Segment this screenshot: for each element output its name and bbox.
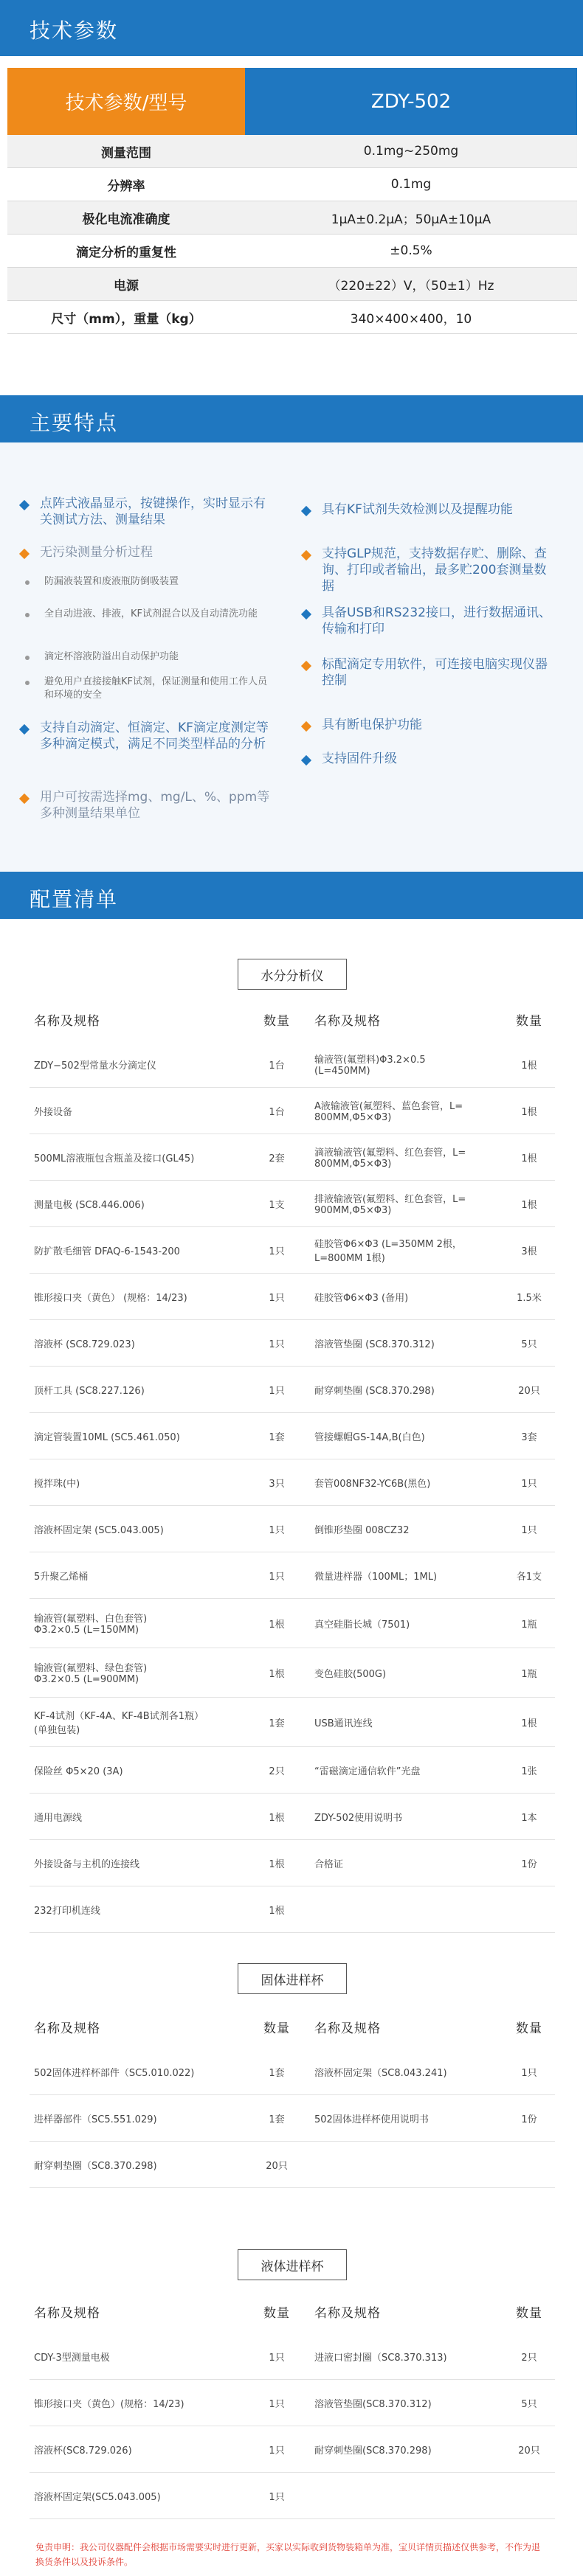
item-qty: 1瓶 — [521, 1668, 537, 1680]
item-qty: 1瓶 — [521, 1619, 537, 1631]
item-qty: 1根 — [521, 1153, 537, 1164]
moisture-analyzer-title: 水分分析仪 — [238, 959, 347, 990]
item-qty: 1套 — [269, 1718, 285, 1729]
item-qty: 5只 — [521, 1339, 537, 1350]
feature-text: 支持固件升级 — [322, 751, 397, 766]
item-name: CDY-3型测量电极 — [34, 2352, 110, 2364]
config-table-header — [30, 997, 555, 1041]
feature-text: 用户可按需选择mg、mg/L、%、ppm等多种测量结果单位 — [40, 790, 270, 821]
column-qty-header: 数量 — [516, 2305, 542, 2321]
item-qty: 1套 — [269, 1431, 285, 1443]
liquid-cup-table — [30, 2289, 555, 2519]
item-name: 溶液杯 (SC8.729.023) — [34, 1339, 135, 1350]
table-row — [30, 1648, 555, 1698]
feature-item — [303, 656, 557, 689]
item-name — [303, 2142, 503, 2187]
item-name: A液输液管(氟塑料、蓝色套管，L= 800MM,Φ5×Φ3) — [314, 1101, 463, 1123]
item-qty: 20只 — [266, 2160, 288, 2172]
feature-text: 点阵式液晶显示，按键操作，实时显示有关测试方法、测量结果 — [40, 496, 266, 527]
item-name: 溶液杯固定架(SC5.043.005) — [34, 2491, 161, 2503]
item-qty: 1支 — [269, 1199, 285, 1211]
table-row — [30, 1747, 555, 1794]
feature-item — [21, 789, 275, 822]
item-name: 倒锥形垫圈 008CZ32 — [314, 1524, 410, 1536]
table-row — [30, 1134, 555, 1181]
item-qty: 1根 — [269, 1812, 285, 1824]
feature-text: 无污染测量分析过程 — [40, 545, 153, 560]
feature-text: 避免用户直接接触KF试剂，保证测量和使用工作人员和环境的安全 — [44, 676, 268, 701]
bullet-dot-icon — [25, 580, 30, 585]
feature-text: 全自动进液、排液，KF试剂混合以及自动清洗功能 — [44, 608, 258, 619]
item-qty: 1只 — [269, 2398, 285, 2410]
feature-text: 滴定杯溶液防溢出自动保护功能 — [44, 651, 179, 662]
item-name: “雷磁滴定通信软件”光盘 — [314, 1766, 421, 1777]
item-name: 套管008NF32-YC6B(黑色) — [314, 1478, 431, 1490]
item-name: 502固体进样杯使用说明书 — [314, 2114, 429, 2125]
params-table — [7, 68, 577, 334]
table-row — [30, 1041, 555, 1088]
tech-section-title: 技术参数 — [30, 18, 119, 43]
item-name: 微量进样器（100ML；1ML) — [314, 1571, 438, 1583]
item-qty: 1根 — [521, 1199, 537, 1211]
item-name: USB通讯连线 — [314, 1718, 373, 1729]
config-table-header — [30, 2004, 555, 2049]
feature-item — [21, 496, 275, 528]
feature-subitem — [21, 575, 275, 589]
param-label: 极化电流准确度 — [82, 212, 170, 227]
item-qty: 1根 — [521, 1060, 537, 1072]
feature-text: 具有断电保护功能 — [322, 718, 422, 732]
diamond-bullet-icon — [19, 500, 30, 510]
item-name: 防扩散毛细管 DFAQ-6-1543-200 — [34, 1246, 180, 1257]
table-row — [30, 2426, 555, 2473]
feature-item — [303, 501, 557, 518]
item-name: 变色硅胶(500G) — [314, 1668, 387, 1680]
item-qty: 2套 — [269, 1153, 285, 1164]
config-table-header — [30, 2289, 555, 2333]
diamond-bullet-icon — [19, 549, 30, 559]
features-section-header — [0, 395, 583, 442]
item-qty: 1只 — [269, 2352, 285, 2364]
item-qty: 20只 — [518, 2445, 540, 2457]
item-qty: 1根 — [269, 1858, 285, 1870]
item-name: 耐穿刺垫圈 (SC8.370.298) — [314, 1385, 435, 1397]
item-name: 保险丝 Φ5×20 (3A) — [34, 1766, 123, 1777]
item-qty: 1台 — [269, 1106, 285, 1118]
diamond-bullet-icon — [19, 794, 30, 804]
params-row — [7, 235, 577, 268]
table-row — [30, 1599, 555, 1648]
table-row — [30, 1886, 555, 1933]
column-qty-header: 数量 — [516, 1013, 542, 1029]
liquid-cup-title: 液体进样杯 — [238, 2249, 347, 2280]
diamond-bullet-icon — [301, 661, 311, 671]
diamond-bullet-icon — [301, 755, 311, 765]
item-qty: 1台 — [269, 1060, 285, 1072]
feature-text: 支持自动滴定、恒滴定、KF滴定度测定等多种滴定模式，满足不同类型样品的分析 — [40, 721, 269, 751]
param-value: 0.1mg — [390, 177, 432, 192]
features-section-title: 主要特点 — [30, 411, 119, 435]
item-name: 外接设备 — [34, 1106, 73, 1118]
item-qty: 1.5米 — [517, 1292, 542, 1304]
param-value: 340×400×400，10 — [350, 311, 472, 327]
item-qty: 各1支 — [516, 1571, 542, 1583]
item-qty: 1只 — [521, 1478, 537, 1490]
item-qty: 1张 — [521, 1766, 537, 1777]
item-name: 排液输液管(氟塑料、红色套管，L= 900MM,Φ5×Φ3) — [314, 1194, 466, 1216]
column-name-header: 名称及规格 — [314, 2021, 381, 2036]
item-name: 管接螺帽GS-14A,B(白色) — [314, 1431, 425, 1443]
item-name: 真空硅脂长城（7501) — [314, 1619, 410, 1631]
table-row — [30, 1459, 555, 1506]
feature-subitem — [21, 676, 275, 702]
item-qty: 1只 — [269, 1571, 285, 1583]
param-value: ±0.5% — [390, 243, 432, 258]
item-qty: 3根 — [521, 1246, 537, 1257]
param-label: 测量范围 — [101, 145, 151, 161]
item-qty: 2只 — [269, 1766, 285, 1777]
item-name — [303, 2473, 503, 2518]
feature-text: 标配滴定专用软件，可连接电脑实现仪器控制 — [322, 657, 548, 688]
moisture-analyzer-table — [30, 997, 555, 1933]
item-name: 溶液杯固定架（SC8.043.241) — [314, 2067, 447, 2079]
column-name-header: 名称及规格 — [34, 1013, 100, 1029]
feature-item — [303, 546, 557, 594]
bullet-dot-icon — [25, 613, 30, 617]
item-name: 溶液管垫圈(SC8.370.312) — [314, 2398, 432, 2410]
feature-item — [303, 751, 557, 767]
item-name: 500ML溶液瓶包含瓶盖及接口(GL45) — [34, 1153, 195, 1164]
item-name: KF-4试剂（KF-4A、KF-4B试剂各1瓶） (单独包装) — [34, 1711, 204, 1736]
item-name: 合格证 — [314, 1858, 344, 1870]
feature-text: 支持GLP规范，支持数据存贮、删除、查询、打印或者输出，最多贮200套测量数据 — [322, 546, 547, 594]
item-qty — [503, 1886, 555, 1932]
tech-section-header — [0, 0, 583, 56]
feature-text: 具有KF试剂失效检测以及提醒功能 — [322, 502, 513, 517]
item-name: 输液管(氟塑料)Φ3.2×0.5 (L=450MM) — [314, 1055, 426, 1077]
item-qty: 1只 — [269, 1524, 285, 1536]
item-qty: 1份 — [521, 1858, 537, 1870]
table-row — [30, 1840, 555, 1886]
table-row — [30, 1506, 555, 1552]
solid-cup-table — [30, 2004, 555, 2188]
feature-text: 防漏液装置和废液瓶防倒吸装置 — [44, 576, 179, 587]
feature-item — [21, 720, 275, 752]
params-row — [7, 301, 577, 334]
table-row — [30, 2049, 555, 2095]
table-row — [30, 2142, 555, 2188]
item-name: 搅拌珠(中) — [34, 1478, 80, 1490]
param-label: 滴定分析的重复性 — [76, 245, 176, 260]
param-value: 1μA±0.2μA；50μA±10μA — [331, 212, 491, 227]
column-name-header: 名称及规格 — [314, 1013, 381, 1029]
item-name: 输液管(氟塑料、白色套管) Φ3.2×0.5 (L=150MM) — [34, 1614, 148, 1636]
item-qty: 1套 — [269, 2114, 285, 2125]
item-name: 锥形接口夹（黄色） (规格：14/23) — [34, 1292, 187, 1304]
table-row — [30, 1320, 555, 1367]
item-name: 通用电源线 — [34, 1812, 83, 1824]
diamond-bullet-icon — [19, 724, 30, 735]
table-row — [30, 1227, 555, 1274]
item-qty: 1只 — [269, 1246, 285, 1257]
item-qty: 1根 — [269, 1905, 285, 1917]
item-qty: 1只 — [521, 2067, 537, 2079]
params-row — [7, 135, 577, 168]
item-name: 502固体进样杯部件（SC5.010.022) — [34, 2067, 195, 2079]
params-header-model: ZDY-502 — [245, 68, 577, 135]
item-name: 232打印机连线 — [34, 1905, 100, 1917]
item-qty: 1只 — [269, 1339, 285, 1350]
item-qty: 1只 — [269, 1292, 285, 1304]
table-row — [30, 1274, 555, 1320]
item-name: 耐穿刺垫圈（SC8.370.298) — [34, 2160, 157, 2172]
item-name: 输液管(氟塑料、绿色套管) Φ3.2×0.5 (L=900MM) — [34, 1663, 148, 1685]
diamond-bullet-icon — [301, 609, 311, 619]
item-name: 耐穿刺垫圈(SC8.370.298) — [314, 2445, 432, 2457]
diamond-bullet-icon — [301, 550, 311, 560]
item-qty: 1只 — [521, 1524, 537, 1536]
params-row — [7, 268, 577, 301]
column-name-header: 名称及规格 — [314, 2305, 381, 2321]
feature-item — [21, 544, 275, 560]
item-qty: 1根 — [521, 1106, 537, 1118]
param-label: 电源 — [114, 278, 139, 294]
item-name: 进样器部件（SC5.551.029) — [34, 2114, 157, 2125]
item-qty: 2只 — [521, 2352, 537, 2364]
item-qty: 1套 — [269, 2067, 285, 2079]
feature-item — [303, 717, 557, 733]
feature-subitem — [21, 650, 275, 664]
item-name: 硅胶管Φ6×Φ3 (L=350MM 2根，L=800MM 1根) — [314, 1239, 462, 1264]
diamond-bullet-icon — [301, 721, 311, 732]
item-name: 外接设备与主机的连接线 — [34, 1858, 140, 1870]
disclaimer-text: 免责申明：我公司仪器配件会根据市场需要实时进行更新，买家以实际收到货物装箱单为准，宝贝详情页描述仅供参考，不作为退换货条件以及投诉条件。 — [35, 2542, 541, 2567]
param-value: 0.1mg~250mg — [363, 144, 459, 159]
params-header-row — [7, 68, 577, 135]
item-name: 测量电极 (SC8.446.006) — [34, 1199, 145, 1211]
item-qty: 1根 — [269, 1619, 285, 1631]
table-row — [30, 1413, 555, 1459]
params-header-label: 技术参数/型号 — [7, 68, 245, 135]
item-name: 溶液杯固定架 (SC5.043.005) — [34, 1524, 164, 1536]
item-name: 5升聚乙烯桶 — [34, 1571, 89, 1583]
item-name: 滴定管装置10ML (SC5.461.050) — [34, 1431, 180, 1443]
table-row — [30, 2333, 555, 2380]
param-label: 尺寸（mm），重量（kg） — [51, 311, 201, 327]
params-row — [7, 168, 577, 201]
item-qty: 3只 — [269, 1478, 285, 1490]
item-qty: 1本 — [521, 1812, 537, 1824]
item-qty: 3套 — [521, 1431, 537, 1443]
solid-cup-title: 固体进样杯 — [238, 1963, 347, 1994]
item-name: ZDY-502使用说明书 — [314, 1812, 403, 1824]
bullet-dot-icon — [25, 656, 30, 660]
item-qty: 1根 — [521, 1718, 537, 1729]
item-name: 溶液杯(SC8.729.026) — [34, 2445, 132, 2457]
table-row — [30, 1794, 555, 1840]
table-row — [30, 1181, 555, 1227]
item-qty: 1只 — [269, 2445, 285, 2457]
column-qty-header: 数量 — [263, 1013, 290, 1029]
table-row — [30, 2095, 555, 2142]
diamond-bullet-icon — [301, 506, 311, 516]
column-name-header: 名称及规格 — [34, 2305, 100, 2321]
item-qty: 1只 — [269, 2491, 285, 2503]
item-name: 溶液管垫圈 (SC8.370.312) — [314, 1339, 435, 1350]
disclaimer — [0, 2537, 583, 2576]
feature-text: 具备USB和RS232接口，进行数据通讯、传输和打印 — [322, 605, 551, 636]
feature-subitem — [21, 608, 275, 621]
item-qty: 1根 — [269, 1668, 285, 1680]
config-section-header — [0, 872, 583, 919]
item-name — [303, 1886, 503, 1932]
item-qty: 5只 — [521, 2398, 537, 2410]
item-qty: 1只 — [269, 1385, 285, 1397]
item-qty: 1份 — [521, 2114, 537, 2125]
params-row — [7, 201, 577, 235]
table-row — [30, 1698, 555, 1747]
column-name-header: 名称及规格 — [34, 2021, 100, 2036]
column-qty-header: 数量 — [263, 2305, 290, 2321]
item-name: 滴液输液管(氟塑料、红色套管，L= 800MM,Φ5×Φ3) — [314, 1148, 466, 1170]
config-section-title: 配置清单 — [30, 887, 119, 912]
params-body — [7, 135, 577, 334]
item-name: ZDY−502型常量水分滴定仪 — [34, 1060, 156, 1072]
table-row — [30, 2380, 555, 2426]
table-row — [30, 2473, 555, 2519]
param-value: （220±22）V，（50±1）Hz — [328, 278, 494, 294]
table-row — [30, 1367, 555, 1413]
feature-item — [303, 605, 557, 637]
item-name: 锥形接口夹（黄色）(规格：14/23) — [34, 2398, 184, 2410]
bullet-dot-icon — [25, 681, 30, 685]
item-name: 硅胶管Φ6×Φ3 (备用) — [314, 1292, 409, 1304]
table-row — [30, 1552, 555, 1599]
param-label: 分辨率 — [107, 178, 145, 194]
item-qty — [503, 2473, 555, 2518]
column-qty-header: 数量 — [263, 2021, 290, 2036]
item-qty — [503, 2142, 555, 2187]
item-qty: 20只 — [518, 1385, 540, 1397]
item-name: 顶杆工具 (SC8.227.126) — [34, 1385, 145, 1397]
column-qty-header: 数量 — [516, 2021, 542, 2036]
features-panel — [0, 442, 583, 872]
item-name: 进液口密封圈（SC8.370.313) — [314, 2352, 447, 2364]
table-row — [30, 1088, 555, 1134]
